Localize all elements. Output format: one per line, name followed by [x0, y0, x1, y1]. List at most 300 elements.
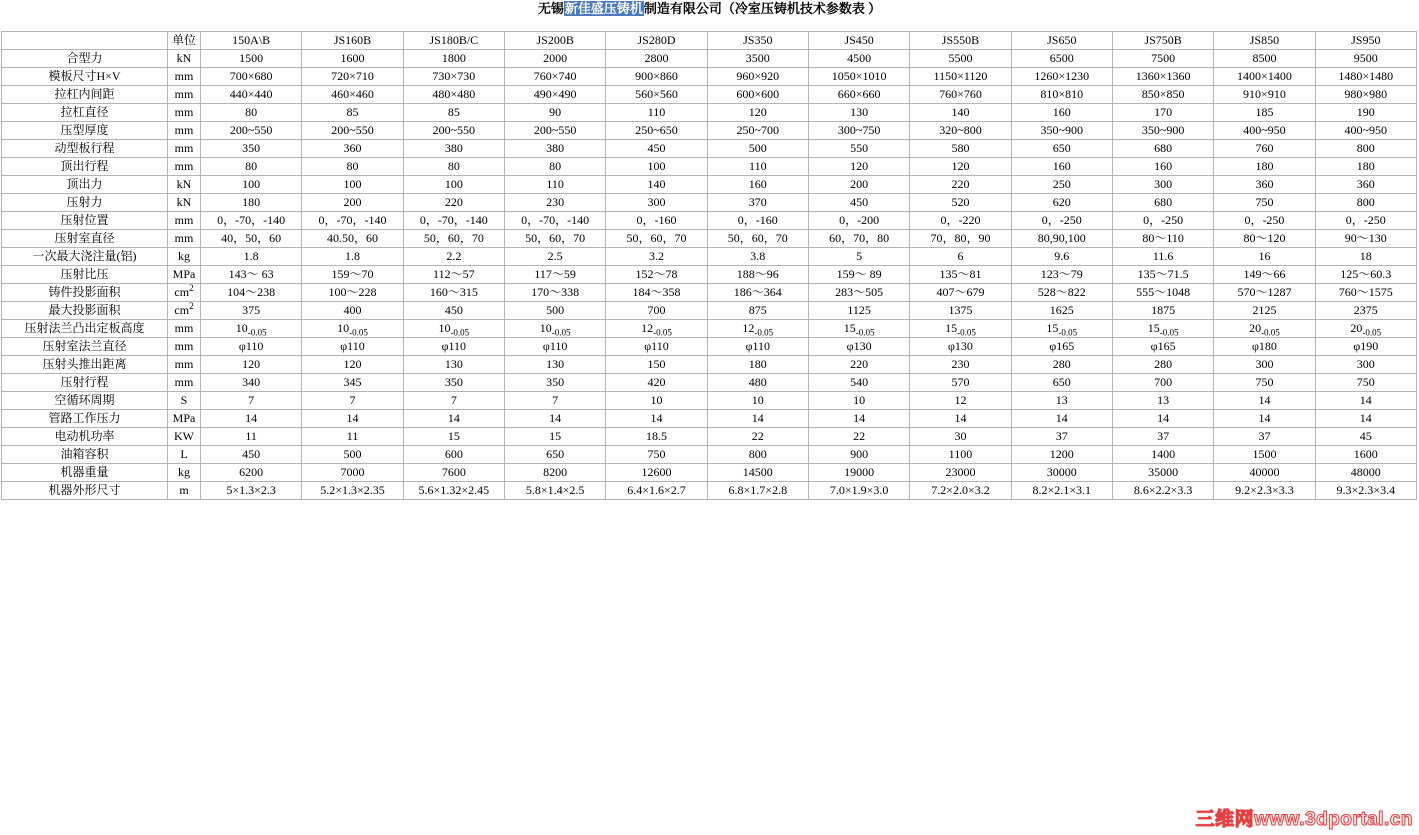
value-cell: 1200: [1011, 446, 1112, 464]
table-row: [2, 302, 1417, 320]
value-cell: 230: [910, 356, 1011, 374]
unit-cell: kg: [168, 248, 201, 266]
value-cell: 50，60，70: [606, 230, 707, 248]
unit-cell: $cm^2$: [168, 284, 201, 302]
value-cell: 11: [302, 428, 403, 446]
parameter-name-cell: 压射行程: [2, 374, 168, 392]
company-name-highlight: 新佳盛压铸机: [564, 1, 643, 16]
title-prefix: 无锡: [537, 1, 564, 16]
value-cell: 1.8: [302, 248, 403, 266]
value-cell: 45: [1315, 428, 1416, 446]
value-cell: 0，-200: [808, 212, 909, 230]
value-cell: 22: [707, 428, 808, 446]
value-cell: 555～1048: [1112, 284, 1213, 302]
value-cell: 220: [403, 194, 504, 212]
value-cell: 280: [1011, 356, 1112, 374]
value-cell: 110: [707, 158, 808, 176]
table-header-row: [2, 32, 1417, 50]
value-cell: 375: [201, 302, 302, 320]
table-row: [2, 266, 1417, 284]
unit-cell: mm: [168, 140, 201, 158]
value-cell: 3.2: [606, 248, 707, 266]
value-cell: φ165: [1011, 338, 1112, 356]
value-cell: 850×850: [1112, 86, 1213, 104]
value-cell: 450: [201, 446, 302, 464]
value-cell: 1600: [1315, 446, 1416, 464]
value-cell: 18: [1315, 248, 1416, 266]
value-cell: 1100: [910, 446, 1011, 464]
parameter-name-cell: 铸件投影面积: [2, 284, 168, 302]
value-cell: 760×740: [504, 68, 605, 86]
value-cell: 450: [808, 194, 909, 212]
value-cell: 19000: [808, 464, 909, 482]
value-cell: 50，60，70: [504, 230, 605, 248]
value-cell: 680: [1112, 140, 1213, 158]
value-cell: 200~550: [403, 122, 504, 140]
parameter-name-cell: 管路工作压力: [2, 410, 168, 428]
parameter-name-cell: 拉杠内间距: [2, 86, 168, 104]
unit-cell: S: [168, 392, 201, 410]
value-cell: 528～822: [1011, 284, 1112, 302]
table-row: [2, 140, 1417, 158]
value-cell: 7000: [302, 464, 403, 482]
parameter-name-cell: 机器重量: [2, 464, 168, 482]
spec-table: [1, 31, 1417, 500]
table-row: [2, 482, 1417, 500]
value-cell: 80: [403, 158, 504, 176]
value-cell: 1500: [1214, 446, 1315, 464]
value-cell: 40000: [1214, 464, 1315, 482]
unit-cell: mm: [168, 356, 201, 374]
value-cell: 15: [403, 428, 504, 446]
value-cell: 90～130: [1315, 230, 1416, 248]
value-cell: 0，-70，-140: [403, 212, 504, 230]
value-cell: 200~550: [504, 122, 605, 140]
parameter-name-cell: 合型力: [2, 50, 168, 68]
value-cell: 30: [910, 428, 1011, 446]
value-cell: 345: [302, 374, 403, 392]
value-cell: 7.2×2.0×3.2: [910, 482, 1011, 500]
value-cell: 0，-70，-140: [201, 212, 302, 230]
value-cell: 120: [808, 158, 909, 176]
value-cell: 1480×1480: [1315, 68, 1416, 86]
parameter-name-cell: 压射比压: [2, 266, 168, 284]
value-cell: 250~650: [606, 122, 707, 140]
parameter-name-cell: 模板尺寸H×V: [2, 68, 168, 86]
value-cell: 407～679: [910, 284, 1011, 302]
value-cell: 80,90,100: [1011, 230, 1112, 248]
value-cell: 143～ 63: [201, 266, 302, 284]
value-cell: 760: [1214, 140, 1315, 158]
value-cell: 450: [606, 140, 707, 158]
value-cell: 980×980: [1315, 86, 1416, 104]
value-cell: 1260×1230: [1011, 68, 1112, 86]
value-cell: 180: [1315, 158, 1416, 176]
value-cell: 700: [606, 302, 707, 320]
value-cell: 350: [201, 140, 302, 158]
value-cell: 1050×1010: [808, 68, 909, 86]
value-cell: 500: [504, 302, 605, 320]
unit-cell: L: [168, 446, 201, 464]
value-cell: 14: [504, 410, 605, 428]
value-cell: 900×860: [606, 68, 707, 86]
value-cell: 5×1.3×2.3: [201, 482, 302, 500]
unit-cell: MPa: [168, 410, 201, 428]
value-cell: 3500: [707, 50, 808, 68]
value-cell: 580: [910, 140, 1011, 158]
parameter-name-cell: 拉杠直径: [2, 104, 168, 122]
value-cell: 14: [707, 410, 808, 428]
value-cell: 8200: [504, 464, 605, 482]
value-cell: 37: [1214, 428, 1315, 446]
value-cell: 14: [1315, 392, 1416, 410]
value-cell: 1375: [910, 302, 1011, 320]
value-cell: 50，60，70: [707, 230, 808, 248]
value-cell: 190: [1315, 104, 1416, 122]
value-cell: 1800: [403, 50, 504, 68]
value-cell: 300: [1214, 356, 1315, 374]
value-cell: 0，-70，-140: [504, 212, 605, 230]
value-cell: 123～79: [1011, 266, 1112, 284]
unit-cell: kN: [168, 176, 201, 194]
unit-cell: mm: [168, 122, 201, 140]
model-header: JS350: [707, 32, 808, 50]
value-cell: 570～1287: [1214, 284, 1315, 302]
value-cell: 186～364: [707, 284, 808, 302]
parameter-name-cell: 最大投影面积: [2, 302, 168, 320]
value-cell: 200~550: [302, 122, 403, 140]
value-cell: $20_{-0.05}$: [1315, 320, 1416, 338]
value-cell: 184～358: [606, 284, 707, 302]
value-cell: 460×460: [302, 86, 403, 104]
value-cell: 13: [1112, 392, 1213, 410]
model-header: JS280D: [606, 32, 707, 50]
value-cell: 180: [707, 356, 808, 374]
unit-cell: mm: [168, 230, 201, 248]
table-row: [2, 104, 1417, 122]
value-cell: 7: [302, 392, 403, 410]
value-cell: 130: [403, 356, 504, 374]
parameter-name-cell: 压射头推出距离: [2, 356, 168, 374]
value-cell: 35000: [1112, 464, 1213, 482]
value-cell: 90: [504, 104, 605, 122]
unit-cell: m: [168, 482, 201, 500]
value-cell: $12_{-0.05}$: [606, 320, 707, 338]
value-cell: 80: [504, 158, 605, 176]
value-cell: 2.5: [504, 248, 605, 266]
value-cell: 9.2×2.3×3.3: [1214, 482, 1315, 500]
value-cell: 150: [606, 356, 707, 374]
value-cell: 100: [201, 176, 302, 194]
value-cell: 159～ 89: [808, 266, 909, 284]
value-cell: 100: [606, 158, 707, 176]
value-cell: 1150×1120: [910, 68, 1011, 86]
value-cell: 8.2×2.1×3.1: [1011, 482, 1112, 500]
value-cell: 80: [302, 158, 403, 176]
value-cell: φ180: [1214, 338, 1315, 356]
value-cell: 11.6: [1112, 248, 1213, 266]
value-cell: $12_{-0.05}$: [707, 320, 808, 338]
value-cell: 2.2: [403, 248, 504, 266]
table-row: [2, 86, 1417, 104]
table-row: [2, 212, 1417, 230]
value-cell: 140: [910, 104, 1011, 122]
value-cell: φ110: [201, 338, 302, 356]
value-cell: 500: [707, 140, 808, 158]
parameter-name-cell: 油箱容积: [2, 446, 168, 464]
unit-cell: mm: [168, 320, 201, 338]
value-cell: 100: [403, 176, 504, 194]
parameter-name-cell: 顶出行程: [2, 158, 168, 176]
value-cell: 14: [1214, 392, 1315, 410]
value-cell: 4500: [808, 50, 909, 68]
value-cell: 12600: [606, 464, 707, 482]
value-cell: 0，-70，-140: [302, 212, 403, 230]
value-cell: 140: [606, 176, 707, 194]
value-cell: 0，-250: [1214, 212, 1315, 230]
model-header: JS200B: [504, 32, 605, 50]
table-row: [2, 320, 1417, 338]
value-cell: 37: [1112, 428, 1213, 446]
value-cell: 135～81: [910, 266, 1011, 284]
value-cell: 5.2×1.3×2.35: [302, 482, 403, 500]
value-cell: 360: [1315, 176, 1416, 194]
value-cell: 400: [302, 302, 403, 320]
value-cell: 50，60，70: [403, 230, 504, 248]
value-cell: 11: [201, 428, 302, 446]
value-cell: 360: [1214, 176, 1315, 194]
value-cell: φ165: [1112, 338, 1213, 356]
value-cell: 10: [707, 392, 808, 410]
value-cell: 700×680: [201, 68, 302, 86]
value-cell: 185: [1214, 104, 1315, 122]
table-row: [2, 356, 1417, 374]
value-cell: $10_{-0.05}$: [201, 320, 302, 338]
value-cell: 760～1575: [1315, 284, 1416, 302]
value-cell: φ130: [808, 338, 909, 356]
value-cell: $15_{-0.05}$: [1011, 320, 1112, 338]
value-cell: 14: [808, 410, 909, 428]
value-cell: 14500: [707, 464, 808, 482]
model-header: JS950: [1315, 32, 1416, 50]
value-cell: 750: [1214, 194, 1315, 212]
value-cell: $10_{-0.05}$: [403, 320, 504, 338]
value-cell: 910×910: [1214, 86, 1315, 104]
value-cell: 620: [1011, 194, 1112, 212]
value-cell: 85: [302, 104, 403, 122]
value-cell: 250~700: [707, 122, 808, 140]
value-cell: 160: [1112, 158, 1213, 176]
value-cell: 9500: [1315, 50, 1416, 68]
value-cell: 5.6×1.32×2.45: [403, 482, 504, 500]
value-cell: 350: [403, 374, 504, 392]
value-cell: 80～110: [1112, 230, 1213, 248]
value-cell: 60，70，80: [808, 230, 909, 248]
model-header: 150A\B: [201, 32, 302, 50]
value-cell: 440×440: [201, 86, 302, 104]
value-cell: 6500: [1011, 50, 1112, 68]
table-row: [2, 284, 1417, 302]
value-cell: 117～59: [504, 266, 605, 284]
value-cell: 6.4×1.6×2.7: [606, 482, 707, 500]
table-row: [2, 122, 1417, 140]
value-cell: 750: [1214, 374, 1315, 392]
unit-cell: mm: [168, 104, 201, 122]
value-cell: φ190: [1315, 338, 1416, 356]
value-cell: 112～57: [403, 266, 504, 284]
value-cell: 120: [910, 158, 1011, 176]
value-cell: φ110: [707, 338, 808, 356]
value-cell: 10: [808, 392, 909, 410]
value-cell: φ110: [606, 338, 707, 356]
model-header: JS160B: [302, 32, 403, 50]
value-cell: 104～238: [201, 284, 302, 302]
value-cell: 420: [606, 374, 707, 392]
value-cell: 0，-220: [910, 212, 1011, 230]
value-cell: 7.0×1.9×3.0: [808, 482, 909, 500]
value-cell: 220: [910, 176, 1011, 194]
parameter-name-cell: 空循环周期: [2, 392, 168, 410]
value-cell: 1.8: [201, 248, 302, 266]
value-cell: 900: [808, 446, 909, 464]
value-cell: 13: [1011, 392, 1112, 410]
value-cell: 540: [808, 374, 909, 392]
value-cell: 810×810: [1011, 86, 1112, 104]
value-cell: 750: [606, 446, 707, 464]
value-cell: 1625: [1011, 302, 1112, 320]
value-cell: $10_{-0.05}$: [302, 320, 403, 338]
value-cell: 600×600: [707, 86, 808, 104]
value-cell: $15_{-0.05}$: [808, 320, 909, 338]
value-cell: φ110: [504, 338, 605, 356]
value-cell: 160～315: [403, 284, 504, 302]
value-cell: 0，-250: [1315, 212, 1416, 230]
value-cell: 1400×1400: [1214, 68, 1315, 86]
value-cell: 14: [1112, 410, 1213, 428]
value-cell: 159～70: [302, 266, 403, 284]
value-cell: 280: [1112, 356, 1213, 374]
model-header: JS650: [1011, 32, 1112, 50]
value-cell: 40.50，60: [302, 230, 403, 248]
value-cell: 14: [1315, 410, 1416, 428]
unit-cell: mm: [168, 212, 201, 230]
table-row: [2, 68, 1417, 86]
value-cell: 0，-160: [606, 212, 707, 230]
value-cell: 80: [201, 158, 302, 176]
value-cell: 100～228: [302, 284, 403, 302]
parameter-name-cell: 动型板行程: [2, 140, 168, 158]
model-header: JS750B: [1112, 32, 1213, 50]
value-cell: 650: [1011, 140, 1112, 158]
value-cell: 9.6: [1011, 248, 1112, 266]
value-cell: 560×560: [606, 86, 707, 104]
value-cell: 48000: [1315, 464, 1416, 482]
corner-cell: [2, 32, 168, 50]
value-cell: 660×660: [808, 86, 909, 104]
value-cell: 480: [707, 374, 808, 392]
value-cell: 400~950: [1315, 122, 1416, 140]
value-cell: 10: [606, 392, 707, 410]
value-cell: 250: [1011, 176, 1112, 194]
value-cell: 340: [201, 374, 302, 392]
value-cell: 1500: [201, 50, 302, 68]
value-cell: 750: [1315, 374, 1416, 392]
value-cell: 100: [302, 176, 403, 194]
value-cell: 120: [707, 104, 808, 122]
value-cell: 2375: [1315, 302, 1416, 320]
value-cell: 120: [302, 356, 403, 374]
value-cell: 350~900: [1112, 122, 1213, 140]
table-row: [2, 158, 1417, 176]
value-cell: 200: [808, 176, 909, 194]
value-cell: 130: [808, 104, 909, 122]
value-cell: 80～120: [1214, 230, 1315, 248]
value-cell: 14: [403, 410, 504, 428]
value-cell: 14: [201, 410, 302, 428]
value-cell: 23000: [910, 464, 1011, 482]
value-cell: 14: [1011, 410, 1112, 428]
value-cell: 0，-160: [707, 212, 808, 230]
model-header: JS180B/C: [403, 32, 504, 50]
unit-cell: KW: [168, 428, 201, 446]
value-cell: 680: [1112, 194, 1213, 212]
value-cell: 700: [1112, 374, 1213, 392]
value-cell: 800: [707, 446, 808, 464]
value-cell: 730×730: [403, 68, 504, 86]
value-cell: 160: [707, 176, 808, 194]
value-cell: 380: [403, 140, 504, 158]
parameter-name-cell: 机器外形尺寸: [2, 482, 168, 500]
value-cell: 5.8×1.4×2.5: [504, 482, 605, 500]
value-cell: 1875: [1112, 302, 1213, 320]
value-cell: 14: [1214, 410, 1315, 428]
value-cell: 30000: [1011, 464, 1112, 482]
value-cell: 320~800: [910, 122, 1011, 140]
value-cell: $15_{-0.05}$: [910, 320, 1011, 338]
parameter-name-cell: 压射法兰凸出定板高度: [2, 320, 168, 338]
value-cell: 6200: [201, 464, 302, 482]
value-cell: 650: [504, 446, 605, 464]
unit-cell: mm: [168, 374, 201, 392]
value-cell: 12: [910, 392, 1011, 410]
value-cell: 360: [302, 140, 403, 158]
value-cell: 200: [302, 194, 403, 212]
value-cell: 800: [1315, 140, 1416, 158]
value-cell: 220: [808, 356, 909, 374]
value-cell: 490×490: [504, 86, 605, 104]
model-header: JS550B: [910, 32, 1011, 50]
value-cell: 110: [504, 176, 605, 194]
value-cell: 130: [504, 356, 605, 374]
value-cell: 7: [504, 392, 605, 410]
value-cell: 570: [910, 374, 1011, 392]
value-cell: 180: [201, 194, 302, 212]
value-cell: 550: [808, 140, 909, 158]
value-cell: 500: [302, 446, 403, 464]
value-cell: 1360×1360: [1112, 68, 1213, 86]
value-cell: 300: [1112, 176, 1213, 194]
value-cell: $10_{-0.05}$: [504, 320, 605, 338]
value-cell: 720×710: [302, 68, 403, 86]
value-cell: 40，50，60: [201, 230, 302, 248]
model-header: JS850: [1214, 32, 1315, 50]
value-cell: 2800: [606, 50, 707, 68]
value-cell: 760×760: [910, 86, 1011, 104]
value-cell: 350~900: [1011, 122, 1112, 140]
table-row: [2, 338, 1417, 356]
table-row: [2, 50, 1417, 68]
value-cell: 1600: [302, 50, 403, 68]
